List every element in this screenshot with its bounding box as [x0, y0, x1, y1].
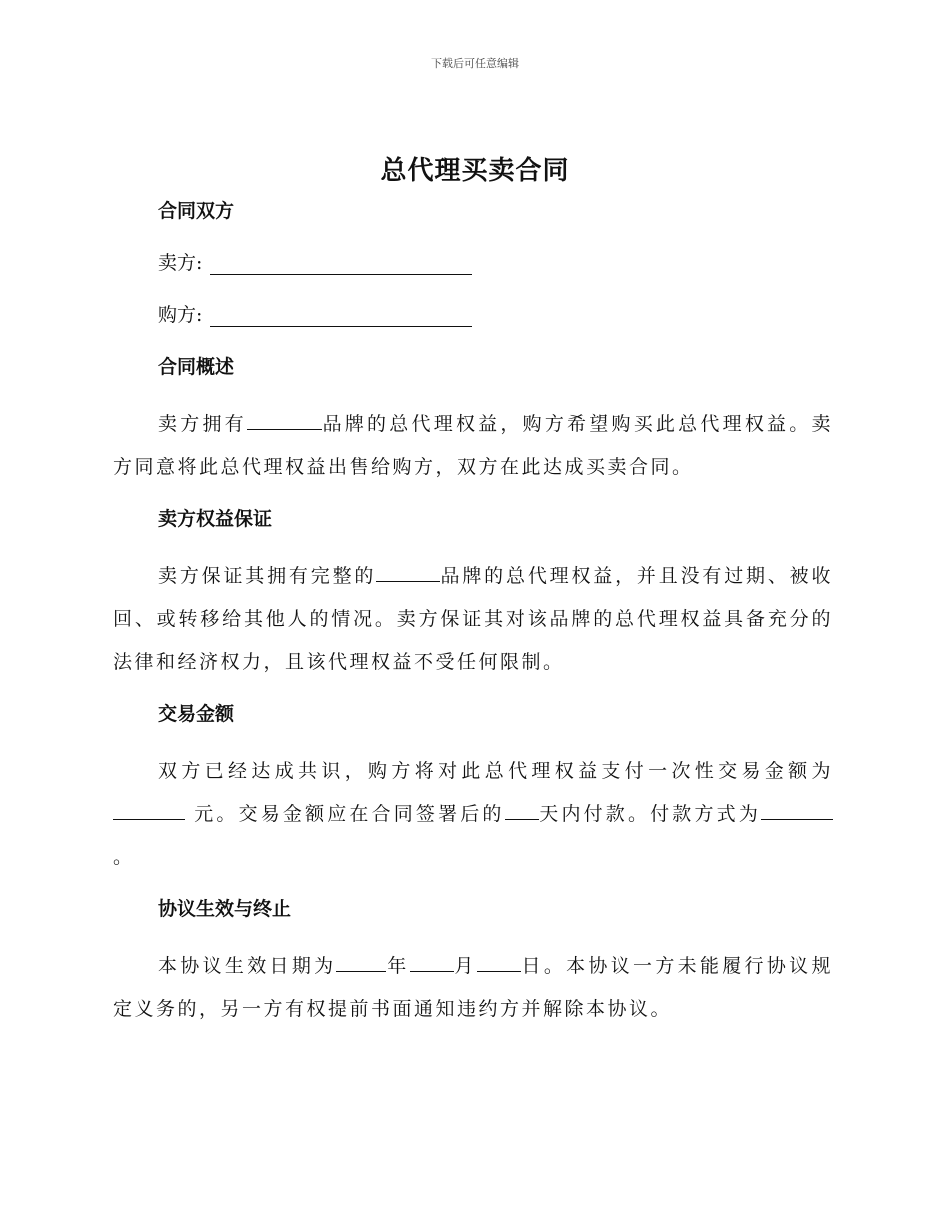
effect-paragraph	[113, 945, 833, 1031]
document-title: 总代理买卖合同	[380, 156, 570, 186]
seller-line	[158, 247, 833, 279]
guarantee-brand-blank-field[interactable]	[376, 563, 440, 582]
seller-blank-field[interactable]	[210, 252, 472, 275]
document-body	[113, 195, 833, 1045]
buyer-blank-field[interactable]	[210, 304, 472, 327]
section-heading-amount: 交易金额	[158, 703, 235, 725]
guarantee-text-2: 品牌的总代理权益，并且没有过期、被收回、或转移给其他人的情况。卖方保证其对该品牌的总代理权益具备充分的法律和经济权力，且该代理权益不受任何限制。	[113, 565, 833, 673]
seller-label: 卖方:	[158, 252, 203, 274]
effect-text-month: 月	[453, 955, 477, 977]
year-blank-field[interactable]	[336, 953, 386, 972]
amount-text-1: 双方已经达成共识，购方将对此总代理权益支付一次性交易金额为	[158, 760, 833, 782]
amount-blank-field[interactable]	[113, 801, 185, 820]
section-heading-effect: 协议生效与终止	[158, 898, 292, 920]
header-note: 下载后可任意编辑	[431, 57, 519, 70]
effect-text-1: 本协议生效日期为	[158, 955, 337, 977]
section-heading-parties: 合同双方	[158, 200, 235, 222]
amount-text-4: 。	[113, 846, 135, 868]
section-heading-guarantee: 卖方权益保证	[158, 508, 273, 530]
buyer-line	[158, 299, 833, 331]
overview-text-2: 品牌的总代理权益，购方希望购买此总代理权益。卖方同意将此总代理权益出售给购方，双方在此达成买卖合同。	[113, 413, 833, 478]
brand-blank-field[interactable]	[247, 411, 322, 430]
amount-text-3: 天内付款。付款方式为	[538, 803, 761, 825]
guarantee-paragraph	[113, 555, 833, 684]
guarantee-text-1: 卖方保证其拥有完整的	[158, 565, 377, 587]
amount-paragraph	[113, 750, 833, 879]
days-blank-field[interactable]	[505, 801, 539, 820]
amount-text-2: 元。交易金额应在合同签署后的	[185, 803, 505, 825]
effect-text-year: 年	[386, 955, 410, 977]
payment-method-blank-field[interactable]	[761, 801, 833, 820]
overview-paragraph	[113, 403, 833, 489]
buyer-label: 购方:	[158, 304, 203, 326]
overview-text-1: 卖方拥有	[158, 413, 247, 435]
section-heading-overview: 合同概述	[158, 356, 235, 378]
day-blank-field[interactable]	[477, 953, 521, 972]
month-blank-field[interactable]	[410, 953, 454, 972]
effect-text-2: 日。本协议一方未能履行协议规定义务的，另一方有权提前书面通知违约方并解除本协议。	[113, 955, 833, 1020]
